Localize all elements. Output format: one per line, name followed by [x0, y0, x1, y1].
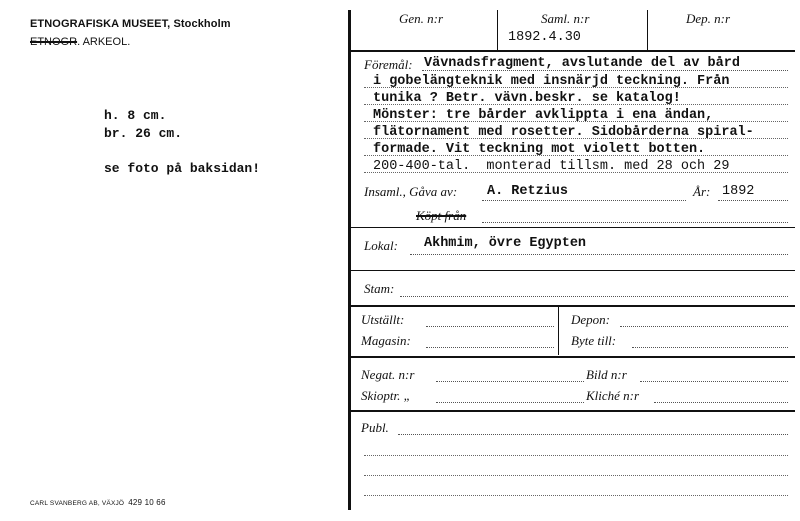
rule-stam — [350, 270, 795, 271]
foremal-rule-6 — [364, 155, 788, 156]
foremal-rule-7 — [364, 172, 788, 173]
negat-nr-label: Negat. n:r — [361, 367, 415, 382]
publ-label: Publ. — [361, 420, 389, 435]
rule-storage — [350, 305, 795, 307]
stam-rule — [400, 296, 788, 297]
bild-rule — [640, 381, 788, 382]
rule-lokal — [350, 227, 795, 228]
utstallt-label: Utställt: — [361, 312, 405, 327]
rule-publ — [350, 410, 795, 412]
insaml-rule — [482, 200, 686, 201]
magasin-rule — [426, 347, 554, 348]
description-line-3: tunika ? Betr. vävn.beskr. se katalog! — [373, 91, 681, 106]
ar-value: 1892 — [722, 184, 755, 199]
magasin-label: Magasin: — [361, 333, 411, 348]
negat-rule — [436, 381, 584, 382]
foremal-rule-2 — [364, 87, 788, 88]
saml-nr-label: Saml. n:r — [541, 11, 590, 26]
publ-rule-4 — [364, 495, 788, 496]
bild-nr-label: Bild n:r — [586, 367, 627, 382]
foremal-rule-1 — [422, 70, 788, 71]
gen-nr-label: Gen. n:r — [399, 11, 444, 26]
ar-rule — [718, 200, 788, 201]
foremal-rule-3 — [364, 104, 788, 105]
depon-label: Depon: — [571, 312, 610, 327]
kliche-rule — [654, 402, 788, 403]
publ-rule-3 — [364, 475, 788, 476]
photo-note: se foto på baksidan! — [104, 161, 261, 176]
kliche-nr-label: Kliché n:r — [586, 388, 640, 403]
skioptr-label: Skioptr. „ — [361, 388, 411, 403]
lokal-rule — [410, 254, 788, 255]
dimension-height: h. 8 cm. — [104, 108, 167, 123]
insaml-label: Insaml., Gåva av: — [364, 184, 458, 199]
depon-rule — [620, 326, 788, 327]
printer-imprint — [30, 498, 166, 507]
publ-rule-2 — [364, 455, 788, 456]
description-line-4: Mönster: tre bårder avklippta i ena ändan, — [373, 108, 714, 123]
description-line-6: formade. Vit teckning mot violett botten. — [373, 142, 706, 157]
kopt-rule — [482, 222, 788, 223]
utstallt-rule — [426, 326, 554, 327]
description-line-1: Vävnadsfragment, avslutande del av bård — [424, 56, 740, 71]
struck-department: ETNOGR — [30, 36, 78, 48]
rule-photo — [350, 356, 795, 358]
foremal-rule-4 — [364, 121, 788, 122]
storage-divider — [558, 307, 559, 355]
ar-label: År: — [693, 184, 711, 199]
lokal-label: Lokal: — [364, 238, 398, 253]
saml-nr-value: 1892.4.30 — [508, 30, 581, 45]
stam-label: Stam: — [364, 281, 395, 296]
dimension-width: br. 26 cm. — [104, 126, 183, 141]
description-line-2: i gobelängteknik med insnärjd teckning. Från — [373, 74, 730, 89]
header-divider-2 — [647, 10, 648, 50]
department-name: . ARKEOL. — [77, 36, 131, 48]
rule-header — [350, 50, 795, 52]
foremal-rule-5 — [364, 138, 788, 139]
printer-code: 429 10 66 — [128, 498, 166, 507]
byte-till-label: Byte till: — [571, 333, 617, 348]
lokal-value: Akhmim, övre Egypten — [424, 236, 587, 251]
skioptr-rule — [436, 402, 584, 403]
card-left-border — [348, 10, 351, 510]
header-divider-1 — [497, 10, 498, 50]
foremal-label: Föremål: — [364, 57, 413, 72]
byte-till-rule — [632, 347, 788, 348]
publ-rule-1 — [398, 434, 788, 435]
description-line-7: 200-400-tal. monterad tillsm. med 28 och 29 — [373, 159, 730, 174]
department-line — [30, 36, 130, 48]
printer-name: CARL SVANBERG AB, VÄXJÖ — [30, 500, 125, 507]
museum-name: ETNOGRAFISKA MUSEET, Stockholm — [30, 18, 231, 30]
dep-nr-label: Dep. n:r — [686, 11, 731, 26]
description-line-5: flätornament med rosetter. Sidobårderna spiral- — [373, 125, 754, 140]
insaml-value: A. Retzius — [487, 184, 569, 199]
struck-kopt-fran: Köpt från — [416, 208, 467, 223]
